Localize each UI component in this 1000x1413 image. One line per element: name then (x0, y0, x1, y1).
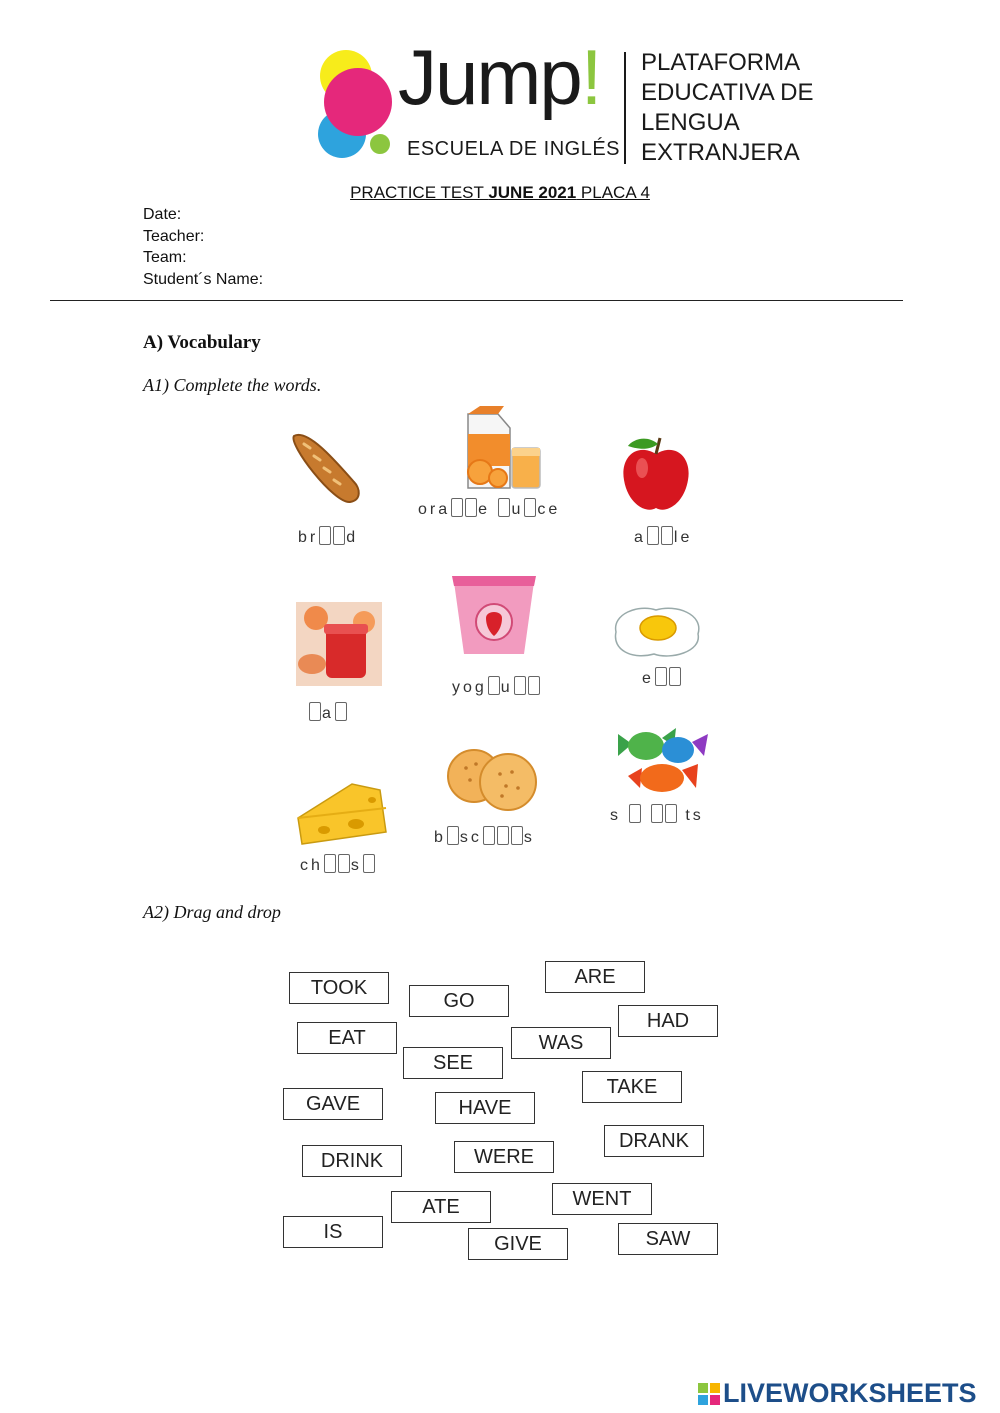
letter-box[interactable] (647, 526, 659, 545)
drag-tile-gave[interactable]: GAVE (283, 1088, 383, 1120)
section-heading: A) Vocabulary (143, 332, 261, 353)
word-biscuits: b sc s (434, 826, 535, 847)
letter-box[interactable] (335, 702, 347, 721)
egg-icon (610, 604, 704, 660)
word-orange-juice: ora e u ce (418, 498, 560, 519)
logo-green-circle (370, 134, 390, 154)
logo-circles (316, 46, 396, 161)
drag-tile-was[interactable]: WAS (511, 1027, 611, 1059)
date-label: Date: (143, 206, 182, 223)
liveworksheets-badge-icon (698, 1383, 720, 1405)
drag-tile-take[interactable]: TAKE (582, 1071, 682, 1103)
letter-box[interactable] (498, 498, 510, 517)
word-apple: a le (634, 526, 692, 547)
letter-box[interactable] (524, 498, 536, 517)
drag-tile-saw[interactable]: SAW (618, 1223, 718, 1255)
letter-box[interactable] (655, 667, 667, 686)
drag-tile-ate[interactable]: ATE (391, 1191, 491, 1223)
logo-wordmark: Jump! (398, 33, 601, 121)
drag-tile-drink[interactable]: DRINK (302, 1145, 402, 1177)
logo-subtitle: ESCUELA DE INGLÉS (407, 138, 621, 160)
divider-line (50, 300, 903, 301)
a1-instruction: A1) Complete the words. (143, 375, 322, 395)
drag-tile-eat[interactable]: EAT (297, 1022, 397, 1054)
biscuits-icon (444, 742, 540, 814)
drag-tile-took[interactable]: TOOK (289, 972, 389, 1004)
letter-box[interactable] (447, 826, 459, 845)
word-bread: br d (298, 526, 358, 547)
liveworksheets-text: LIVEWORKSHEETS (723, 1378, 977, 1408)
letter-box[interactable] (363, 854, 375, 873)
letter-box[interactable] (488, 676, 500, 695)
letter-box[interactable] (665, 804, 677, 823)
yoghurt-icon (450, 574, 538, 656)
letter-box[interactable] (651, 804, 663, 823)
logo-divider (624, 52, 626, 164)
drag-tile-had[interactable]: HAD (618, 1005, 718, 1037)
platform-text: PLATAFORMA EDUCATIVA DE LENGUA EXTRANJERA (641, 49, 814, 166)
sweets-icon (612, 724, 712, 798)
student-info (143, 204, 263, 290)
bread-icon (284, 424, 368, 508)
drag-tile-were[interactable]: WERE (454, 1141, 554, 1173)
letter-box[interactable] (324, 854, 336, 873)
drag-tile-is[interactable]: IS (283, 1216, 383, 1248)
letter-box[interactable] (309, 702, 321, 721)
letter-box[interactable] (465, 498, 477, 517)
page-title: PRACTICE TEST JUNE 2021 PLACA 4 (350, 183, 650, 202)
letter-box[interactable] (669, 667, 681, 686)
letter-box[interactable] (514, 676, 526, 695)
jam-icon (296, 602, 382, 686)
letter-box[interactable] (333, 526, 345, 545)
a2-instruction: A2) Drag and drop (143, 902, 281, 922)
drag-tile-are[interactable]: ARE (545, 961, 645, 993)
letter-box[interactable] (497, 826, 509, 845)
letter-box[interactable] (451, 498, 463, 517)
logo-pink-circle (324, 68, 392, 136)
drag-tile-give[interactable]: GIVE (468, 1228, 568, 1260)
word-yoghurt: yog u (452, 676, 541, 697)
liveworksheets-logo[interactable] (698, 1378, 977, 1409)
letter-box[interactable] (319, 526, 331, 545)
word-sweets: s ts (610, 804, 704, 825)
letter-box[interactable] (629, 804, 641, 823)
letter-box[interactable] (511, 826, 523, 845)
word-egg: e (642, 667, 682, 688)
letter-box[interactable] (483, 826, 495, 845)
apple-icon (616, 432, 696, 516)
drag-tile-drank[interactable]: DRANK (604, 1125, 704, 1157)
teacher-label: Teacher: (143, 227, 205, 245)
word-jam: a (308, 702, 348, 723)
drag-tile-go[interactable]: GO (409, 985, 509, 1017)
drag-tile-have[interactable]: HAVE (435, 1092, 535, 1124)
drag-tile-see[interactable]: SEE (403, 1047, 503, 1079)
letter-box[interactable] (528, 676, 540, 695)
team-label: Team: (143, 249, 187, 266)
word-cheese: ch s (300, 854, 376, 875)
letter-box[interactable] (661, 526, 673, 545)
drag-tile-went[interactable]: WENT (552, 1183, 652, 1215)
letter-box[interactable] (338, 854, 350, 873)
orange-juice-icon (458, 404, 550, 492)
student-name-label: Student´s Name: (143, 270, 264, 288)
cheese-icon (294, 778, 390, 846)
